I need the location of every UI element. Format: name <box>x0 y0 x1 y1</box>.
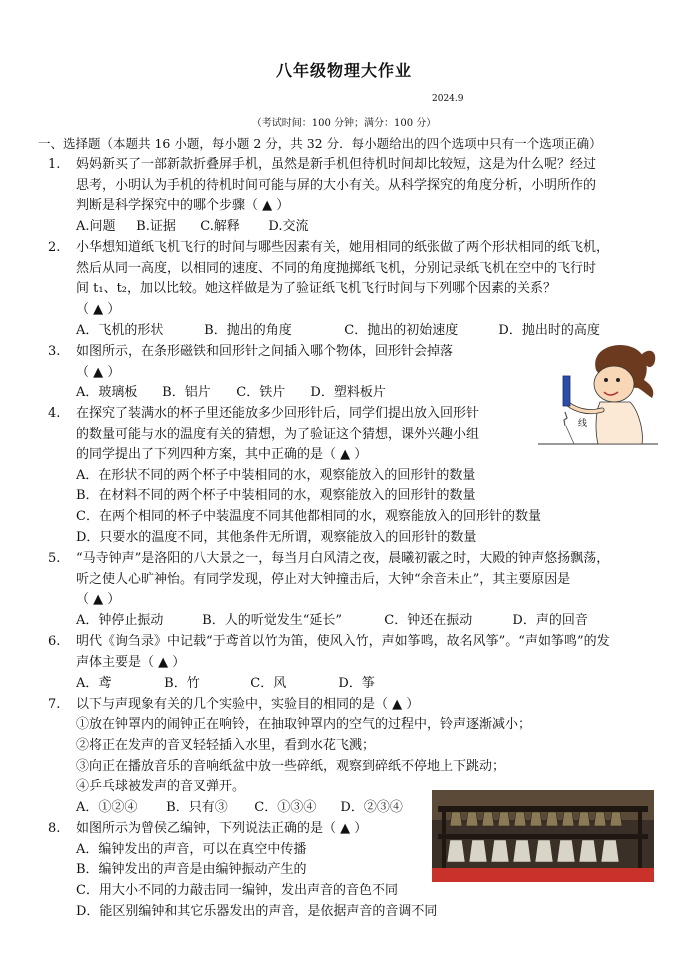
option-d: D.交流 <box>268 219 309 234</box>
question-6-options <box>76 674 375 694</box>
question-1-line: 妈妈新买了一部新款折叠屏手机，虽然是新手机但待机时间却比较短，这是为什么呢？经过 <box>76 157 597 172</box>
question-6-line: 明代《询刍录》中记载“于鸢首以竹为笛，使风入竹，声如筝鸣，故名风筝”。“声如筝鸣”的发 <box>76 634 610 649</box>
question-7-line: 以下与声现象有关的几个实验中，实验目的相同的是（ ▲ ） <box>76 697 420 712</box>
frame-post-right <box>638 806 642 868</box>
frame-post-left <box>442 806 446 868</box>
question-4-option: A．在形状不同的两个杯子中装相同的水，观察能放入的回形针的数量 <box>76 468 476 483</box>
girl-face <box>594 366 634 402</box>
option-b: B．人的听觉发生“延长” <box>202 613 342 628</box>
option-b: B．竹 <box>164 676 200 691</box>
option-b: B．只有③ <box>166 800 228 815</box>
option-a: A．①②④ <box>76 800 138 815</box>
option-c: C．①③④ <box>254 800 317 815</box>
section-heading: 一、选择题（本题共 16 小题，每小题 2 分，共 32 分．每小题给出的四个选项中只有一个选项正确） <box>38 136 602 151</box>
question-number: 5. <box>48 551 61 566</box>
question-8-line: 如图所示为曾侯乙编钟，下列说法正确的是（ ▲ ） <box>76 821 368 836</box>
question-2-line: 小华想知道纸飞机飞行的时间与哪些因素有关，她用相同的纸张做了两个形状相同的纸飞机， <box>76 240 610 255</box>
question-number: 3. <box>48 344 61 359</box>
question-2-line: 间 t₁、t₂，加以比较。她这样做是为了验证纸飞机飞行时间与下列哪个因素的关系？ <box>76 281 557 296</box>
question-4-option: B．在材料不同的两个杯子中装相同的水，观察能放入的回形针的数量 <box>76 488 476 503</box>
question-5-line: （ ▲ ） <box>76 592 121 607</box>
question-2-line: （ ▲ ） <box>76 302 121 317</box>
thread <box>566 426 574 444</box>
question-number: 4. <box>48 406 61 421</box>
question-4-line: 的数量可能与水的温度有关的猜想，为了验证这个猜想，课外兴趣小组 <box>76 427 480 442</box>
exam-info: （考试时间：100 分钟；满分：100 分） <box>251 118 437 129</box>
option-a: A．玻璃板 <box>76 385 138 400</box>
thread-label: 线 <box>578 418 588 428</box>
question-number: 6. <box>48 634 61 649</box>
option-a: A．钟停止振动 <box>76 613 164 628</box>
option-a: A．飞机的形状 <box>76 323 164 338</box>
question-3-line: （ ▲ ） <box>76 365 121 380</box>
upper-bells <box>450 812 622 826</box>
question-number: 2. <box>48 240 61 255</box>
paperclip <box>564 412 567 426</box>
option-d: D．②③④ <box>340 800 403 815</box>
magnet-girl-figure <box>538 340 658 448</box>
option-a: A.问题 <box>76 219 116 234</box>
red-stage <box>432 868 654 882</box>
question-number: 1. <box>48 157 61 172</box>
question-4-line: 的同学提出了下列四种方案，其中正确的是（ ▲ ） <box>76 447 368 462</box>
question-7-line: ④乒乓球被发声的音叉弹开。 <box>76 779 246 794</box>
question-7-line: ③向正在播放音乐的音响纸盆中放一些碎纸，观察到碎纸不停地上下跳动； <box>76 759 506 774</box>
question-6-line: 声体主要是（ ▲ ） <box>76 655 186 670</box>
option-c: C．铁片 <box>236 385 286 400</box>
option-c: C.解释 <box>200 219 240 234</box>
option-d: D．声的回音 <box>512 613 588 628</box>
girl-eye <box>604 378 608 382</box>
question-4-option: C．在两个相同的杯子中装温度不同其他都相同的水，观察能放入的回形针的数量 <box>76 509 541 524</box>
option-c: C．钟还在振动 <box>384 613 473 628</box>
question-2-line: 然后从同一高度，以相同的速度、不同的角度抛掷纸飞机，分别记录纸飞机在空中的飞行时 <box>76 261 597 276</box>
question-4-option: D．只要水的温度不同，其他条件无所谓，观察能放入的回形针的数量 <box>76 530 477 545</box>
option-d: D．筝 <box>338 676 375 691</box>
question-1-options <box>76 217 309 237</box>
question-8-option: A．编钟发出的声音，可以在真空中传播 <box>76 842 307 857</box>
option-b: B．铝片 <box>162 385 211 400</box>
option-d: D．抛出时的高度 <box>498 323 600 338</box>
question-7-line: ②将正在发声的音叉轻轻插入水里，看到水花飞溅； <box>76 738 376 753</box>
option-c: C．抛出的初始速度 <box>344 323 459 338</box>
question-5-line: “马寺钟声”是洛阳的八大景之一，每当月白风清之夜，晨曦初霰之时，大殿的钟声悠扬飘荡， <box>76 551 610 566</box>
question-7-line: ①放在钟罩内的闹钟正在响铃，在抽取钟罩内的空气的过程中，铃声逐渐减小； <box>76 717 532 732</box>
option-b: B．抛出的角度 <box>204 323 292 338</box>
bar-magnet <box>563 376 570 406</box>
bianzhong-figure <box>432 790 654 882</box>
question-8-option: B．编钟发出的声音是由编钟振动产生的 <box>76 862 307 877</box>
question-number: 7. <box>48 697 61 712</box>
girl-eye <box>616 378 620 382</box>
question-2-options <box>76 321 600 341</box>
question-1-line: 判断是科学探究中的哪个步骤（ ▲ ） <box>76 198 290 213</box>
question-1-line: 思考，小明认为手机的待机时间可能与屏的大小有关。从科学探究的角度分析，小明所作的 <box>76 178 597 193</box>
frame-beam-top <box>438 806 648 812</box>
option-b: B.证据 <box>136 219 176 234</box>
question-number: 8. <box>48 821 61 836</box>
exam-date: 2024.9 <box>432 94 464 104</box>
question-3-line: 如图所示，在条形磁铁和回形针之间插入哪个物体，回形针会掉落 <box>76 344 454 359</box>
question-8-option: D．能区别编钟和其它乐器发出的声音，是依据声音的音调不同 <box>76 904 438 919</box>
option-d: D．塑料板片 <box>310 385 386 400</box>
question-5-line: 听之使人心旷神怡。有同学发现，停止对大钟撞击后，大钟“余音未止”，其主要原因是 <box>76 572 571 587</box>
question-3-options <box>76 383 386 403</box>
question-5-options <box>76 611 588 631</box>
frame-beam-middle <box>438 834 648 839</box>
question-7-options <box>76 798 403 818</box>
option-c: C．风 <box>250 676 287 691</box>
option-a: A．鸢 <box>76 676 112 691</box>
page-title: 八年级物理大作业 <box>275 61 412 80</box>
question-4-line: 在探究了装满水的杯子里还能放多少回形针后，同学们提出放入回形针 <box>76 406 480 421</box>
question-8-option: C．用大小不同的力敲击同一编钟，发出声音的音色不同 <box>76 883 398 898</box>
